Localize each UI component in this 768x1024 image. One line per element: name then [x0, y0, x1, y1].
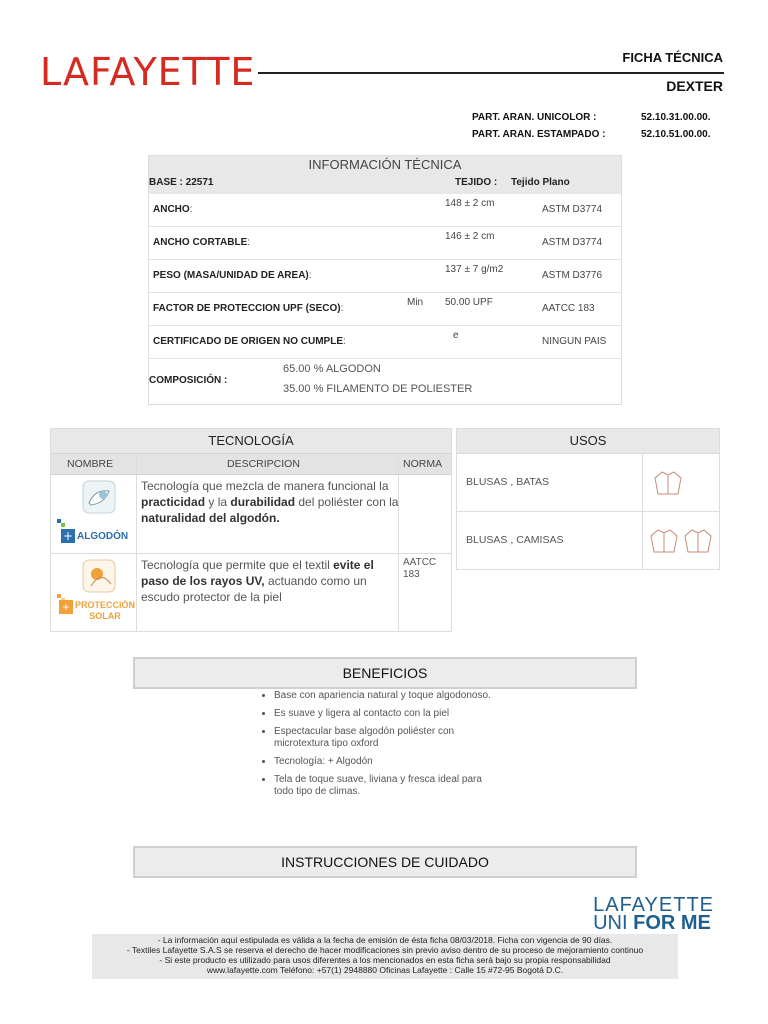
beneficios-list [262, 690, 502, 804]
beneficios-title: BENEFICIOS [133, 657, 637, 689]
row-value: 148 ± 2 cm [445, 198, 495, 209]
brand-logo: LAFAYETTE [40, 50, 256, 94]
algodon-badge: ALGODÓN [77, 531, 129, 542]
info-table [148, 155, 622, 405]
composition-label: COMPOSICIÓN : [149, 375, 228, 386]
info-row: FACTOR DE PROTECCION UPF (SECO): Min 50.00 UPF AATCC 183 [149, 293, 621, 326]
part-unicolor-label: PART. ARAN. UNICOLOR : [472, 112, 597, 123]
composition-row [149, 359, 621, 403]
proteccion-solar-badge: PROTECCIÓN SOLAR [75, 600, 136, 621]
tejido-value: Tejido Plano [511, 177, 570, 188]
info-row: CERTIFICADO DE ORIGEN NO CUMPLE: e NINGUN PAIS [149, 326, 621, 359]
product-name: DEXTER [666, 78, 723, 94]
shirt-icon [683, 526, 713, 556]
composition-item: 65.00 % ALGODON [283, 363, 381, 375]
uso-label: BLUSAS , BATAS [466, 476, 550, 488]
info-row: ANCHO CORTABLE: 146 ± 2 cm ASTM D3774 [149, 227, 621, 260]
header-rule [258, 72, 724, 74]
tecnologia-row [51, 554, 451, 632]
uso-row [457, 453, 719, 511]
cuidado-title: INSTRUCCIONES DE CUIDADO [133, 846, 637, 878]
row-value: 137 ± 7 g/m2 [445, 264, 504, 275]
info-base-row [149, 174, 621, 194]
col-descripcion: DESCRIPCION [227, 458, 300, 470]
list-item: • Tela de toque suave, liviana y fresca ideal para todo tipo de climas. [274, 774, 502, 798]
list-item: • Es suave y ligera al contacto con la piel [274, 708, 502, 720]
row-value: 50.00 UPF [445, 297, 493, 308]
list-item: • Base con apariencia natural y toque algodonoso. [274, 690, 502, 702]
part-unicolor-value: 52.10.31.00.00. [641, 112, 711, 123]
col-norma: NORMA [403, 458, 443, 470]
row-value: e [453, 330, 459, 341]
row-label: FACTOR DE PROTECCION UPF (SECO) [153, 303, 341, 314]
part-estampado-value: 52.10.51.00.00. [641, 129, 711, 140]
svg-text:+: + [62, 529, 74, 543]
uniforme-logo [593, 896, 714, 932]
row-value: 146 ± 2 cm [445, 231, 495, 242]
tecnologia-title: TECNOLOGÍA [51, 429, 451, 453]
row-norm: NINGUN PAIS [542, 336, 607, 347]
tecnologia-desc: Tecnología que permite que el textil evite el paso de los rayos UV, actuando como un escudo protector de la piel [141, 558, 374, 604]
doc-type: FICHA TÉCNICA [622, 50, 723, 65]
col-nombre: NOMBRE [67, 458, 114, 470]
list-item: • Tecnología: + Algodón [274, 756, 502, 768]
tecnologia-header [51, 453, 451, 475]
footer-tagline: UNI FOR ME [593, 912, 711, 934]
part-estampado-label: PART. ARAN. ESTAMPADO : [472, 129, 606, 140]
row-label: PESO (MASA/UNIDAD DE AREA) [153, 270, 309, 281]
footer-brand: LAFAYETTE [593, 894, 714, 916]
composition-item: 35.00 % FILAMENTO DE POLIESTER [283, 383, 473, 395]
uso-row [457, 511, 719, 569]
usos-title: USOS [457, 429, 719, 453]
row-norm: ASTM D3776 [542, 270, 603, 281]
row-min: Min [407, 297, 424, 308]
tecnologia-desc: Tecnología que mezcla de manera funcional la practicidad y la durabilidad del poliéster con la naturalidad del algodón. [141, 479, 399, 525]
usos-table [456, 428, 720, 570]
base-code: BASE : 22571 [149, 177, 214, 188]
row-label: CERTIFICADO DE ORIGEN NO CUMPLE [153, 336, 344, 347]
tecnologia-norma: AATCC 183 [403, 557, 437, 580]
row-label: ANCHO CORTABLE [153, 237, 248, 248]
blouse-icon [653, 468, 683, 498]
row-norm: AATCC 183 [542, 303, 595, 314]
tecnologia-row [51, 475, 451, 554]
list-item: • Espectacular base algodón poliéster con microtextura tipo oxford [274, 726, 502, 750]
info-title: INFORMACIÓN TÉCNICA [149, 156, 621, 174]
tecnologia-table [50, 428, 452, 632]
blouse-icon [649, 526, 679, 556]
plus-icon: + [59, 600, 73, 614]
info-row: PESO (MASA/UNIDAD DE AREA): 137 ± 7 g/m2 ASTM D3776 [149, 260, 621, 293]
row-label: ANCHO [153, 204, 190, 215]
info-row: ANCHO: 148 ± 2 cm ASTM D3774 [149, 194, 621, 227]
uso-label: BLUSAS , CAMISAS [466, 534, 564, 546]
row-norm: ASTM D3774 [542, 237, 603, 248]
row-norm: ASTM D3774 [542, 204, 603, 215]
tejido-label: TEJIDO : [455, 177, 498, 188]
footer-disclaimer: - La información aquí estipulada es válida a la fecha de emisión de ésta ficha 08/03/2018. Ficha con vigencia de 90 días. - Textiles Lafayette S.A.S se reserva el derecho de hacer modificaciones sin previo aviso dentro de su proceso de mejoramiento continuo - Si este producto es utilizado para usos diferentes a los mencionados en esta ficha será bajo su propia responsabilidad www.lafayette.com Teléfono: +57(1) 2948880 Oficinas Lafayette : Calle 15 #72-95 Bogotá D.C. [92, 934, 678, 979]
